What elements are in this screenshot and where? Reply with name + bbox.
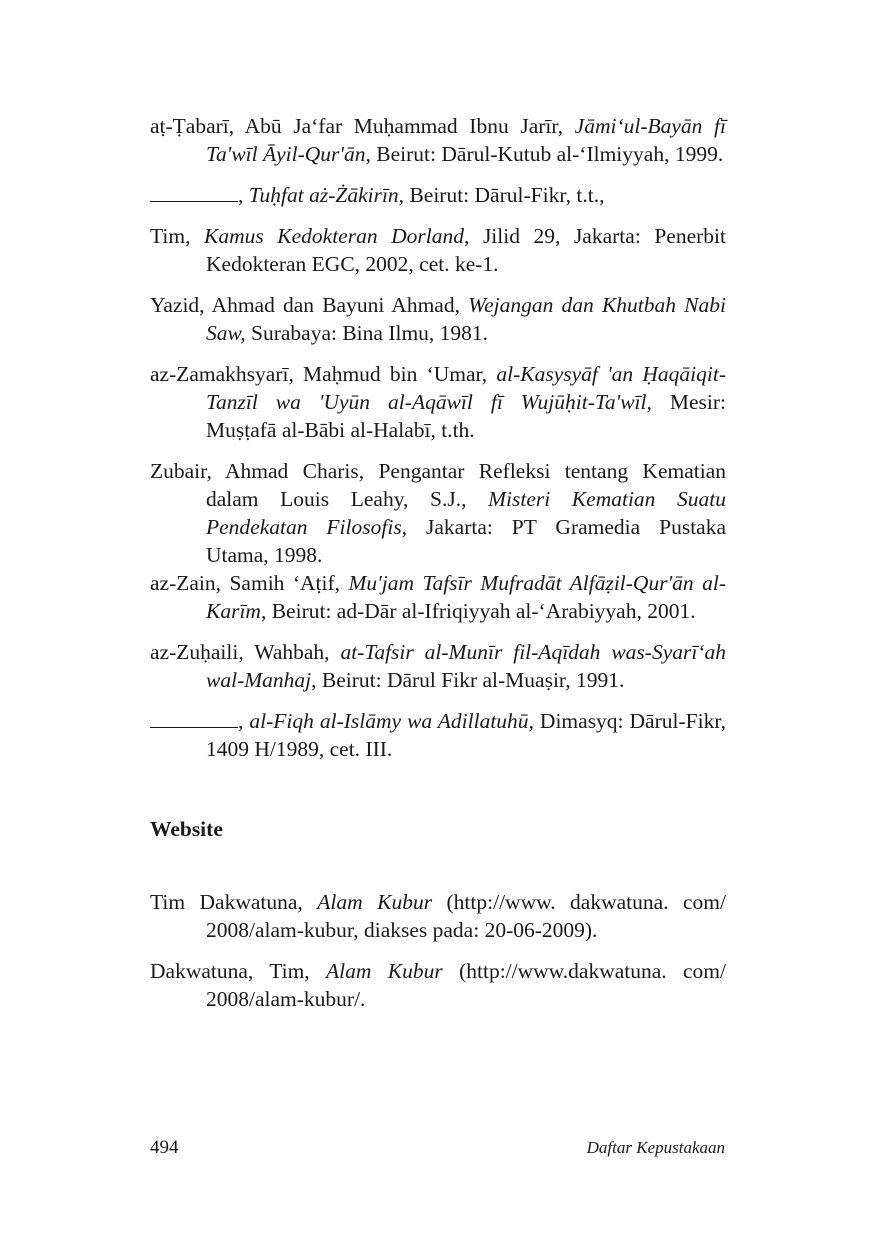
entry-publication: Beirut: ad-Dār al-Ifriqiyyah al-‘Arabiyyah, 2001.: [266, 599, 696, 623]
entry-title: al-Kasysyāf 'an Ḥaqāiqit-Tanzīl wa 'Uyūn al-Aqāwīl fī Wujūḥit-Ta'wīl,: [206, 362, 726, 414]
entry-title: Alam Kubur: [326, 959, 443, 983]
bib-entry-zain: [150, 569, 726, 625]
entry-title: al-Fiqh al-Islāmy wa Adillatuhū,: [249, 709, 534, 733]
web-entry-tim-dakwatuna: [150, 888, 726, 944]
ditto-line: [150, 183, 238, 202]
page-body: [150, 112, 726, 1026]
entry-publication: , Beirut: Dārul-Kutub al-‘Ilmiyyah, 1999.: [365, 142, 724, 166]
entry-publication: , Beirut: Dārul Fikr al-Muaṣir, 1991.: [311, 668, 625, 692]
entry-publication: Mesir: Muṣṭafā al-Bābi al-Halabī, t.th.: [206, 390, 726, 442]
web-entry-dakwatuna-tim: [150, 957, 726, 1013]
entry-author: az-Zuḥaili, Wahbah,: [150, 640, 341, 664]
entry-publication: (http://www. dakwatuna. com/ 2008/alam-kubur, diakses pada: 20-06-2009).: [206, 890, 726, 942]
entry-title: Mu'jam Tafsīr Mufradāt Alfāẓil-Qur'ān al-Karīm,: [206, 571, 726, 623]
bib-entry-zuhaili-tafsir: [150, 638, 726, 694]
bib-entry-tabari-jami: [150, 112, 726, 168]
bib-entry-yazid: [150, 291, 726, 347]
entry-title: Tuḥfat aż-Żākirīn,: [248, 183, 405, 207]
entry-title: Jāmi‘ul-Bayān fī Ta'wīl Āyil-Qur'ān: [206, 114, 726, 166]
website-heading: Website: [150, 817, 223, 841]
entry-title: Alam Kubur: [317, 890, 433, 914]
entry-author: az-Zamakhsyarī, Maḥmud bin ‘Umar,: [150, 362, 497, 386]
entry-author: Zubair, Ahmad Charis, Pengantar Refleksi tentang Kematian dalam Louis Leahy, S.J.,: [150, 459, 726, 511]
entry-author: Yazid, Ahmad dan Bayuni Ahmad,: [150, 293, 469, 317]
entry-publication: Beirut: Dārul-Fikr, t.t.,: [404, 183, 605, 207]
bib-entry-zamakhsyari: [150, 360, 726, 444]
entry-author: Dakwatuna, Tim,: [150, 959, 327, 983]
entry-title: Kamus Kedokteran Dorland: [204, 224, 465, 248]
entry-author: aṭ-Ṭabarī, Abū Ja‘far Muḥammad Ibnu Jarīr,: [150, 114, 575, 138]
entry-author: Tim Dakwatuna,: [150, 890, 318, 914]
entry-author: ,: [238, 183, 249, 207]
running-footer-title: Daftar Kepustakaan: [586, 1138, 725, 1157]
entry-author: Tim,: [150, 224, 204, 248]
entry-title: at-Tafsir al-Munīr fil-Aqīdah was-Syarī‘ah wal-Manhaj: [206, 640, 726, 692]
entry-title: Wejangan dan Khutbah Nabi Saw,: [206, 293, 726, 345]
bib-entry-kamus-dorland: [150, 222, 726, 278]
entry-publication: Dimasyq: Dārul-Fikr, 1409 H/1989, cet. III.: [206, 709, 726, 761]
entry-publication: Jakarta: PT Gramedia Pustaka Utama, 1998.: [206, 515, 726, 567]
entry-publication: (http://www.dakwatuna. com/ 2008/alam-kubur/.: [206, 959, 727, 1011]
bib-entry-zubair: [150, 457, 726, 569]
ditto-line: [150, 709, 238, 728]
entry-author: az-Zain, Samih ‘Aṭif,: [150, 571, 349, 595]
entry-author: ,: [238, 709, 250, 733]
bib-entry-zuhaili-fiqh: [150, 707, 726, 763]
bib-entry-tuhfat: [150, 181, 726, 209]
entry-publication: , Jilid 29, Jakarta: Penerbit Kedokteran EGC, 2002, cet. ke-1.: [206, 224, 726, 276]
entry-title: Misteri Kematian Suatu Pendekatan Filosofis,: [206, 487, 726, 539]
entry-publication: Surabaya: Bina Ilmu, 1981.: [245, 321, 489, 345]
page-number: 494: [150, 1137, 179, 1158]
